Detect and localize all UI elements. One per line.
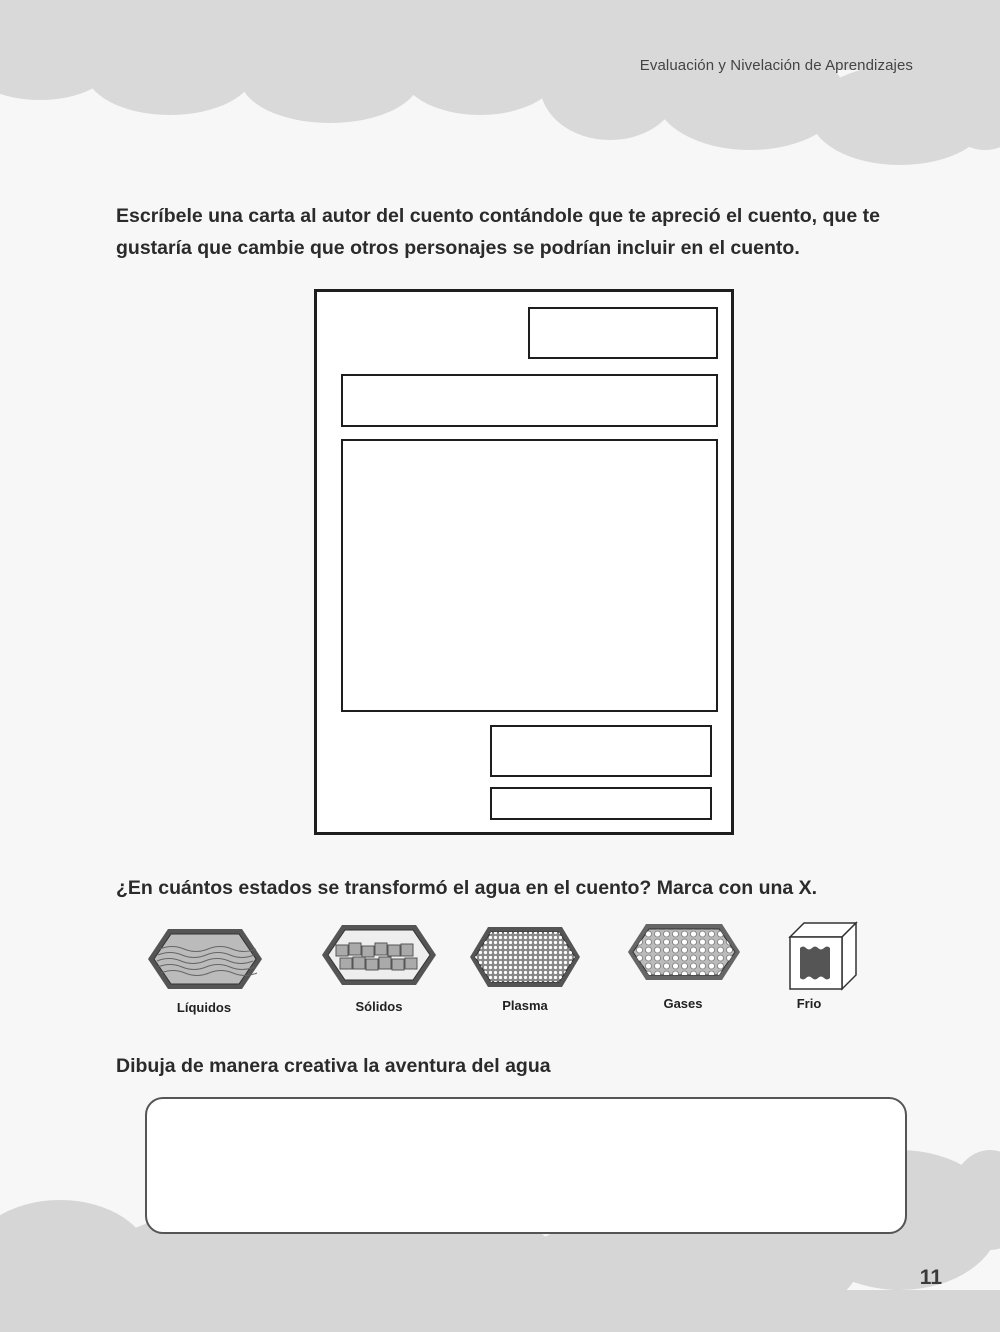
liquid-icon[interactable] [146,927,264,991]
plasma-icon[interactable] [468,925,582,989]
cold-cube-icon[interactable] [788,921,860,991]
question-draw-instruction: Dibuja de manera creativa la aventura del agua [116,1055,551,1077]
letter-closing-field[interactable] [490,725,712,777]
page-number: 11 [919,1266,942,1289]
option-label-gases: Gases [663,996,703,1011]
letter-signature-field[interactable] [490,787,712,820]
letter-body-field[interactable] [341,439,718,712]
solid-icon[interactable] [320,923,438,987]
header-title: Evaluación y Nivelación de Aprendizajes [639,57,913,74]
question-letter-instruction: Escríbele una carta al autor del cuento contándole que te apreció el cuento, que te gustaría que cambie que otros personajes se podrían incluir en el cuento. [116,205,880,259]
option-label-cold: Frio [796,996,822,1011]
gas-icon[interactable] [626,922,742,982]
top-clouds-decoration [0,0,1000,180]
option-label-solids: Sólidos [355,999,403,1014]
question-water-states: ¿En cuántos estados se transformó el agua en el cuento? Marca con una X. [116,877,818,899]
letter-greeting-field[interactable] [341,374,718,427]
letter-date-field[interactable] [528,307,718,359]
option-label-liquids: Líquidos [176,1000,232,1015]
option-label-plasma: Plasma [502,998,548,1013]
drawing-area[interactable] [145,1097,907,1234]
